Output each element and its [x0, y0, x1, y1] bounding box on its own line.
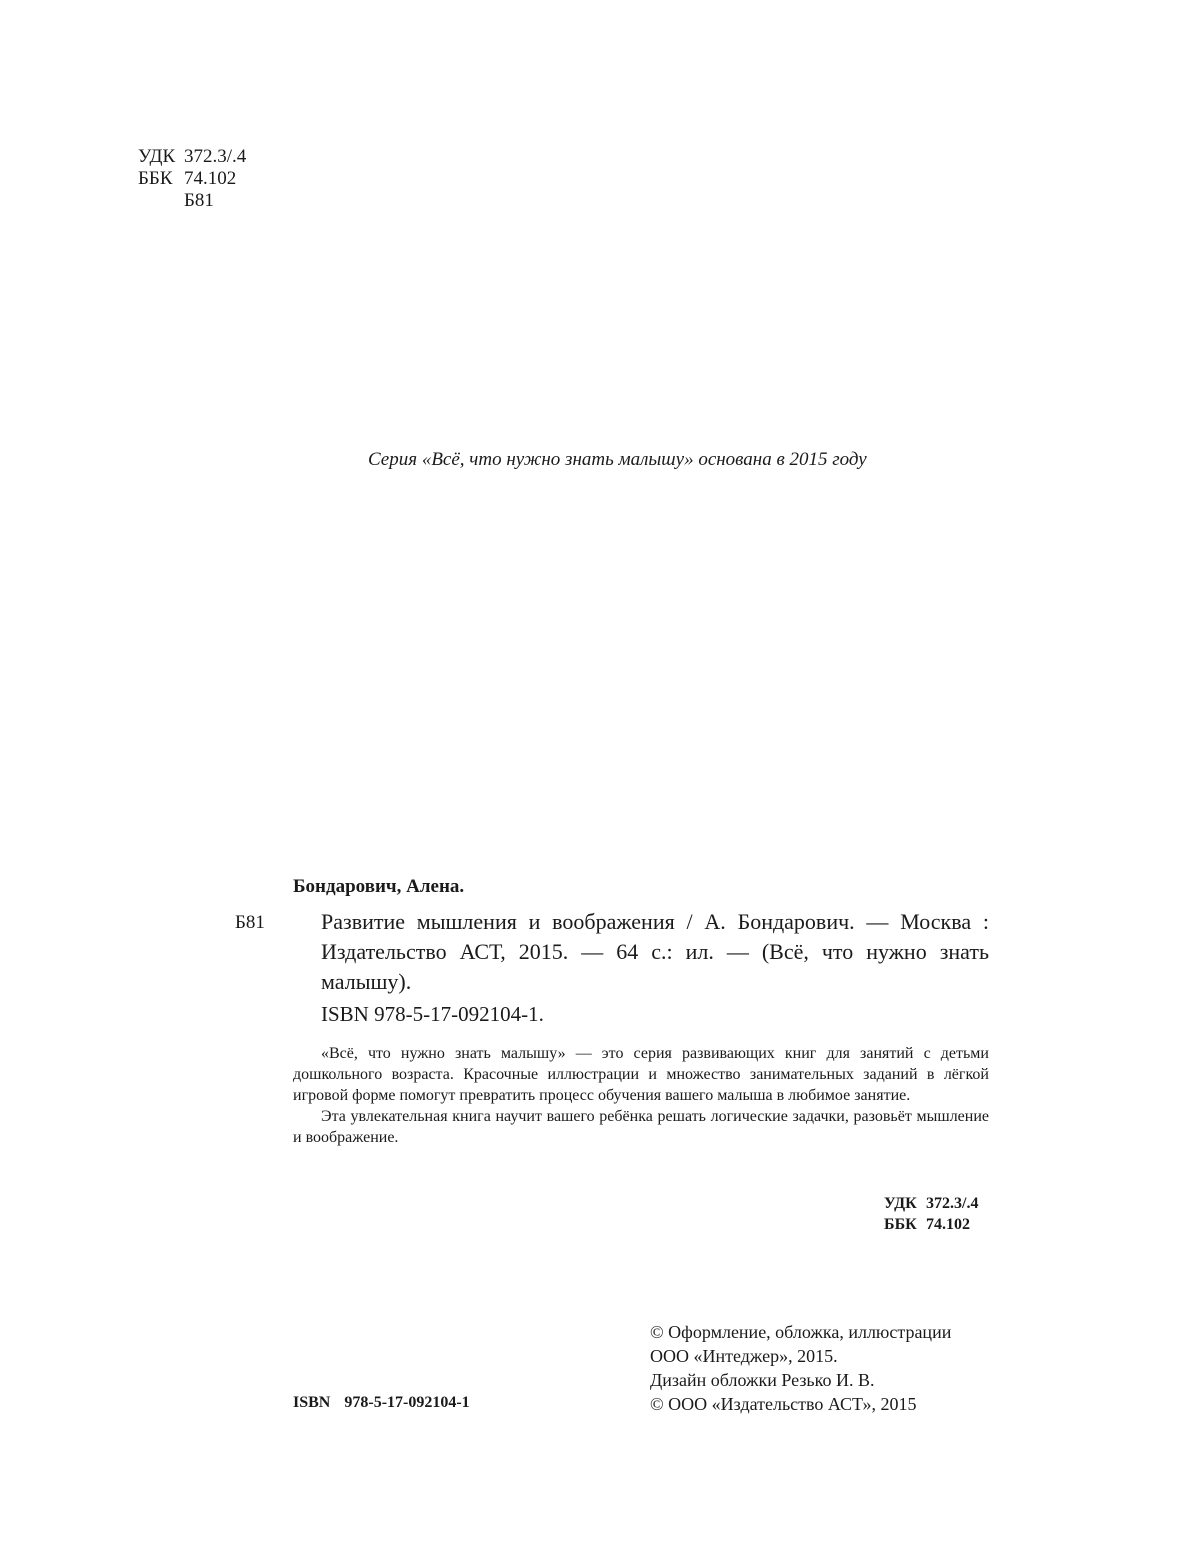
classification-top [138, 146, 246, 212]
annotation-paragraph: Эта увлекательная книга научит вашего ребёнка решать логические задачки, разовьёт мышление и воображение. [293, 1108, 989, 1146]
catalog-author: Бондарович, Алена. [293, 876, 465, 897]
copyright-line: ООО «Интеджер», 2015. [650, 1346, 838, 1366]
bbk-label: ББК [138, 168, 173, 189]
annotation [293, 1043, 989, 1148]
bbk-value: 74.102 [184, 168, 237, 189]
bbk-label: ББК [884, 1216, 917, 1233]
catalog-description: Развитие мышления и воображения / А. Бондарович. — Москва : Издательство АСТ, 2015. — 64 с.: ил. — (Всё, что нужно знать малышу). [321, 909, 989, 994]
copyright-line: Дизайн обложки Резько И. В. [650, 1370, 875, 1390]
udk-value: 372.3/.4 [184, 146, 247, 167]
isbn-value: 978-5-17-092104-1 [344, 1394, 470, 1411]
catalog-isbn: ISBN 978-5-17-092104-1. [321, 1002, 544, 1026]
bbk-row [138, 168, 246, 190]
classification-bottom [884, 1193, 978, 1235]
author-code: Б81 [184, 190, 214, 211]
copyright-line: © ООО «Издательство АСТ», 2015 [650, 1394, 917, 1414]
udk-label: УДК [138, 146, 176, 167]
bbk-value: 74.102 [926, 1216, 970, 1233]
udk-row [884, 1193, 978, 1214]
udk-value: 372.3/.4 [926, 1195, 979, 1212]
catalog-code: Б81 [235, 912, 265, 933]
isbn-bottom [293, 1394, 470, 1412]
udk-label: УДК [884, 1195, 917, 1212]
udk-row [138, 146, 246, 168]
copyright-line: © Оформление, обложка, иллюстрации [650, 1322, 952, 1342]
series-note: Серия «Всё, что нужно знать малышу» основана в 2015 году [368, 449, 867, 470]
isbn-label: ISBN [293, 1394, 331, 1411]
copyright-block [650, 1320, 951, 1416]
bbk-row [884, 1214, 978, 1235]
annotation-paragraph: «Всё, что нужно знать малышу» — это серия развивающих книг для занятий с детьми дошкольного возраста. Красочные иллюстрации и множество занимательных заданий в лёгкой игровой форме помогут превратить процесс обучения вашего малыша в любимое занятие. [293, 1045, 989, 1104]
